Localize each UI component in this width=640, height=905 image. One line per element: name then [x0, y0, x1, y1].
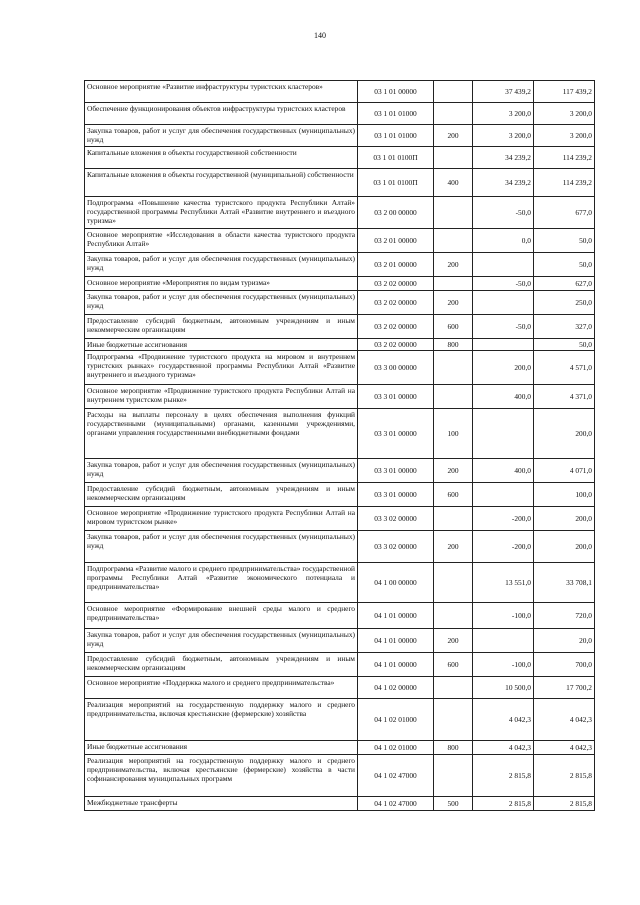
row-change-amount-cell: 34 239,2	[473, 169, 534, 197]
row-name-cell: Расходы на выплаты персоналу в целях обеспечения выполнения функций государственными (муниципальными) органами, казенными учреждениями, органами управления государственными внебюджетными фондами	[85, 409, 358, 459]
row-change-amount-cell	[473, 483, 534, 507]
row-code-cell: 04 1 01 00000	[358, 603, 434, 629]
row-change-amount-cell	[473, 291, 534, 315]
row-name-cell: Предоставление субсидий бюджетным, автономным учреждениям и иным некоммерческим организациям	[85, 653, 358, 677]
table-row	[85, 409, 595, 459]
row-expense-type-cell	[434, 563, 473, 603]
row-code-cell: 03 1 01 01000	[358, 125, 434, 147]
table-row	[85, 677, 595, 699]
row-expense-type-cell	[434, 699, 473, 741]
row-name-cell: Основное мероприятие «Продвижение туристского продукта Республики Алтай на мировом туристском рынке»	[85, 507, 358, 531]
table-row	[85, 147, 595, 169]
table-row	[85, 339, 595, 351]
table-row	[85, 629, 595, 653]
row-code-cell: 03 2 02 00000	[358, 291, 434, 315]
row-change-amount-cell: 37 439,2	[473, 81, 534, 103]
row-name-cell: Предоставление субсидий бюджетным, автономным учреждениям и иным некоммерческим организациям	[85, 315, 358, 339]
row-name-cell: Закупка товаров, работ и услуг для обеспечения государственных (муниципальных) нужд	[85, 125, 358, 147]
row-code-cell: 04 1 02 47000	[358, 797, 434, 811]
row-name-cell: Закупка товаров, работ и услуг для обеспечения государственных (муниципальных) нужд	[85, 291, 358, 315]
table-row	[85, 531, 595, 563]
row-total-amount-cell: 33 708,1	[534, 563, 595, 603]
row-total-amount-cell: 50,0	[534, 253, 595, 277]
table-row	[85, 253, 595, 277]
row-total-amount-cell: 4 042,3	[534, 699, 595, 741]
row-total-amount-cell: 17 700,2	[534, 677, 595, 699]
table-row	[85, 315, 595, 339]
row-change-amount-cell: 2 815,8	[473, 755, 534, 797]
table-row	[85, 483, 595, 507]
row-name-cell: Обеспечение функционирования объектов инфраструктуры туристских кластеров	[85, 103, 358, 125]
row-total-amount-cell: 114 239,2	[534, 169, 595, 197]
table-row	[85, 103, 595, 125]
row-change-amount-cell	[473, 253, 534, 277]
row-total-amount-cell: 3 200,0	[534, 103, 595, 125]
row-code-cell: 03 1 01 0100П	[358, 147, 434, 169]
table-row	[85, 699, 595, 741]
row-total-amount-cell: 4 371,0	[534, 385, 595, 409]
row-expense-type-cell: 800	[434, 339, 473, 351]
table-row	[85, 755, 595, 797]
row-code-cell: 03 1 01 0100П	[358, 169, 434, 197]
row-change-amount-cell: -100,0	[473, 603, 534, 629]
row-total-amount-cell: 50,0	[534, 229, 595, 253]
row-total-amount-cell: 200,0	[534, 409, 595, 459]
row-total-amount-cell: 3 200,0	[534, 125, 595, 147]
table-row	[85, 169, 595, 197]
row-total-amount-cell: 250,0	[534, 291, 595, 315]
row-expense-type-cell	[434, 81, 473, 103]
row-expense-type-cell: 200	[434, 125, 473, 147]
row-change-amount-cell: 400,0	[473, 459, 534, 483]
row-expense-type-cell	[434, 103, 473, 125]
table-row	[85, 277, 595, 291]
budget-table	[84, 80, 595, 811]
row-change-amount-cell: 10 500,0	[473, 677, 534, 699]
row-expense-type-cell	[434, 385, 473, 409]
row-expense-type-cell	[434, 147, 473, 169]
row-code-cell: 04 1 01 00000	[358, 629, 434, 653]
row-code-cell: 03 1 01 01000	[358, 103, 434, 125]
row-expense-type-cell: 200	[434, 531, 473, 563]
row-code-cell: 04 1 02 47000	[358, 755, 434, 797]
row-change-amount-cell: 0,0	[473, 229, 534, 253]
table-row	[85, 125, 595, 147]
row-code-cell: 04 1 02 01000	[358, 741, 434, 755]
row-change-amount-cell: -200,0	[473, 507, 534, 531]
row-change-amount-cell: -50,0	[473, 277, 534, 291]
row-expense-type-cell	[434, 229, 473, 253]
row-code-cell: 03 1 01 00000	[358, 81, 434, 103]
row-expense-type-cell: 200	[434, 291, 473, 315]
table-row	[85, 797, 595, 811]
row-expense-type-cell: 200	[434, 459, 473, 483]
row-total-amount-cell: 4 571,0	[534, 351, 595, 385]
row-expense-type-cell: 100	[434, 409, 473, 459]
row-code-cell: 03 3 02 00000	[358, 531, 434, 563]
row-code-cell: 03 3 00 00000	[358, 351, 434, 385]
row-name-cell: Закупка товаров, работ и услуг для обеспечения государственных (муниципальных) нужд	[85, 253, 358, 277]
page-number: 140	[314, 31, 326, 40]
row-total-amount-cell: 117 439,2	[534, 81, 595, 103]
row-change-amount-cell	[473, 629, 534, 653]
row-expense-type-cell: 200	[434, 253, 473, 277]
row-expense-type-cell: 800	[434, 741, 473, 755]
row-total-amount-cell: 200,0	[534, 507, 595, 531]
row-name-cell: Основное мероприятие «Формирование внешней среды малого и среднего предпринимательства»	[85, 603, 358, 629]
row-name-cell: Капитальные вложения в объекты государственной (муниципальной) собственности	[85, 169, 358, 197]
row-total-amount-cell: 4 042,3	[534, 741, 595, 755]
table-row	[85, 741, 595, 755]
row-expense-type-cell	[434, 603, 473, 629]
row-name-cell: Закупка товаров, работ и услуг для обеспечения государственных (муниципальных) нужд	[85, 629, 358, 653]
row-change-amount-cell: 4 042,3	[473, 699, 534, 741]
table-row	[85, 229, 595, 253]
row-name-cell: Закупка товаров, работ и услуг для обеспечения государственных (муниципальных) нужд	[85, 459, 358, 483]
row-code-cell: 04 1 02 01000	[358, 699, 434, 741]
row-expense-type-cell	[434, 197, 473, 229]
row-total-amount-cell: 100,0	[534, 483, 595, 507]
table-row	[85, 653, 595, 677]
table-row	[85, 603, 595, 629]
row-name-cell: Подпрограмма «Развитие малого и среднего предпринимательства» государственной программы Республики Алтай «Развитие экономического потенциала и предпринимательства»	[85, 563, 358, 603]
row-name-cell: Подпрограмма «Продвижение туристского продукта на мировом и внутреннем туристских рынках» государственной программы Республики Алтай «Развитие внутреннего и въездного туризма»	[85, 351, 358, 385]
row-code-cell: 04 1 02 00000	[358, 677, 434, 699]
row-code-cell: 03 2 02 00000	[358, 277, 434, 291]
row-change-amount-cell: 3 200,0	[473, 103, 534, 125]
row-total-amount-cell: 700,0	[534, 653, 595, 677]
row-total-amount-cell: 114 239,2	[534, 147, 595, 169]
row-code-cell: 03 3 01 00000	[358, 459, 434, 483]
row-change-amount-cell: 34 239,2	[473, 147, 534, 169]
row-change-amount-cell: 3 200,0	[473, 125, 534, 147]
row-expense-type-cell	[434, 755, 473, 797]
row-change-amount-cell: 4 042,3	[473, 741, 534, 755]
row-change-amount-cell: 13 551,0	[473, 563, 534, 603]
row-change-amount-cell: 200,0	[473, 351, 534, 385]
row-name-cell: Подпрограмма «Повышение качества туристского продукта Республики Алтай» государственной программы Республики Алтай «Развитие внутреннего и въездного туризма»	[85, 197, 358, 229]
row-expense-type-cell	[434, 507, 473, 531]
row-code-cell: 03 3 01 00000	[358, 483, 434, 507]
row-expense-type-cell	[434, 351, 473, 385]
row-code-cell: 03 2 01 00000	[358, 229, 434, 253]
row-code-cell: 03 3 02 00000	[358, 507, 434, 531]
row-total-amount-cell: 20,0	[534, 629, 595, 653]
row-code-cell: 04 1 00 00000	[358, 563, 434, 603]
row-name-cell: Основное мероприятие «Мероприятия по видам туризма»	[85, 277, 358, 291]
row-name-cell: Межбюджетные трансферты	[85, 797, 358, 811]
row-code-cell: 03 3 01 00000	[358, 385, 434, 409]
row-expense-type-cell: 600	[434, 315, 473, 339]
row-code-cell: 03 2 01 00000	[358, 253, 434, 277]
row-code-cell: 03 2 02 00000	[358, 315, 434, 339]
row-code-cell: 03 3 01 00000	[358, 409, 434, 459]
row-name-cell: Основное мероприятие «Поддержка малого и среднего предпринимательства»	[85, 677, 358, 699]
row-code-cell: 03 2 00 00000	[358, 197, 434, 229]
row-name-cell: Реализация мероприятий на государственную поддержку малого и среднего предпринимательства, включая крестьянские (фермерские) хозяйства в части софинансирования муниципальных программ	[85, 755, 358, 797]
row-expense-type-cell: 500	[434, 797, 473, 811]
row-name-cell: Предоставление субсидий бюджетным, автономным учреждениям и иным некоммерческим организациям	[85, 483, 358, 507]
row-total-amount-cell: 327,0	[534, 315, 595, 339]
row-expense-type-cell: 200	[434, 629, 473, 653]
row-change-amount-cell: -50,0	[473, 197, 534, 229]
row-change-amount-cell: -200,0	[473, 531, 534, 563]
row-total-amount-cell: 4 071,0	[534, 459, 595, 483]
row-name-cell: Основное мероприятие «Развитие инфраструктуры туристских кластеров»	[85, 81, 358, 103]
table-row	[85, 563, 595, 603]
table-row	[85, 197, 595, 229]
row-total-amount-cell: 627,0	[534, 277, 595, 291]
row-total-amount-cell: 200,0	[534, 531, 595, 563]
row-expense-type-cell: 400	[434, 169, 473, 197]
row-change-amount-cell: -50,0	[473, 315, 534, 339]
row-change-amount-cell: -100,0	[473, 653, 534, 677]
table-row	[85, 385, 595, 409]
row-expense-type-cell	[434, 277, 473, 291]
table-row	[85, 459, 595, 483]
table-row	[85, 81, 595, 103]
row-expense-type-cell: 600	[434, 653, 473, 677]
row-name-cell: Иные бюджетные ассигнования	[85, 339, 358, 351]
row-name-cell: Капитальные вложения в объекты государственной собственности	[85, 147, 358, 169]
row-name-cell: Закупка товаров, работ и услуг для обеспечения государственных (муниципальных) нужд	[85, 531, 358, 563]
row-change-amount-cell: 2 815,8	[473, 797, 534, 811]
budget-table-body	[85, 81, 595, 811]
row-name-cell: Иные бюджетные ассигнования	[85, 741, 358, 755]
table-row	[85, 291, 595, 315]
row-change-amount-cell	[473, 339, 534, 351]
row-code-cell: 04 1 01 00000	[358, 653, 434, 677]
row-total-amount-cell: 2 815,8	[534, 755, 595, 797]
row-name-cell: Реализация мероприятий на государственную поддержку малого и среднего предпринимательства, включая крестьянские (фермерские) хозяйства	[85, 699, 358, 741]
row-code-cell: 03 2 02 00000	[358, 339, 434, 351]
row-total-amount-cell: 50,0	[534, 339, 595, 351]
table-row	[85, 507, 595, 531]
row-total-amount-cell: 677,0	[534, 197, 595, 229]
table-row	[85, 351, 595, 385]
row-change-amount-cell	[473, 409, 534, 459]
row-name-cell: Основное мероприятие «Продвижение туристского продукта Республики Алтай на внутреннем туристском рынке»	[85, 385, 358, 409]
row-total-amount-cell: 720,0	[534, 603, 595, 629]
row-name-cell: Основное мероприятие «Исследования в области качества туристского продукта Республики Алтай»	[85, 229, 358, 253]
row-expense-type-cell	[434, 677, 473, 699]
row-total-amount-cell: 2 815,8	[534, 797, 595, 811]
row-expense-type-cell: 600	[434, 483, 473, 507]
row-change-amount-cell: 400,0	[473, 385, 534, 409]
